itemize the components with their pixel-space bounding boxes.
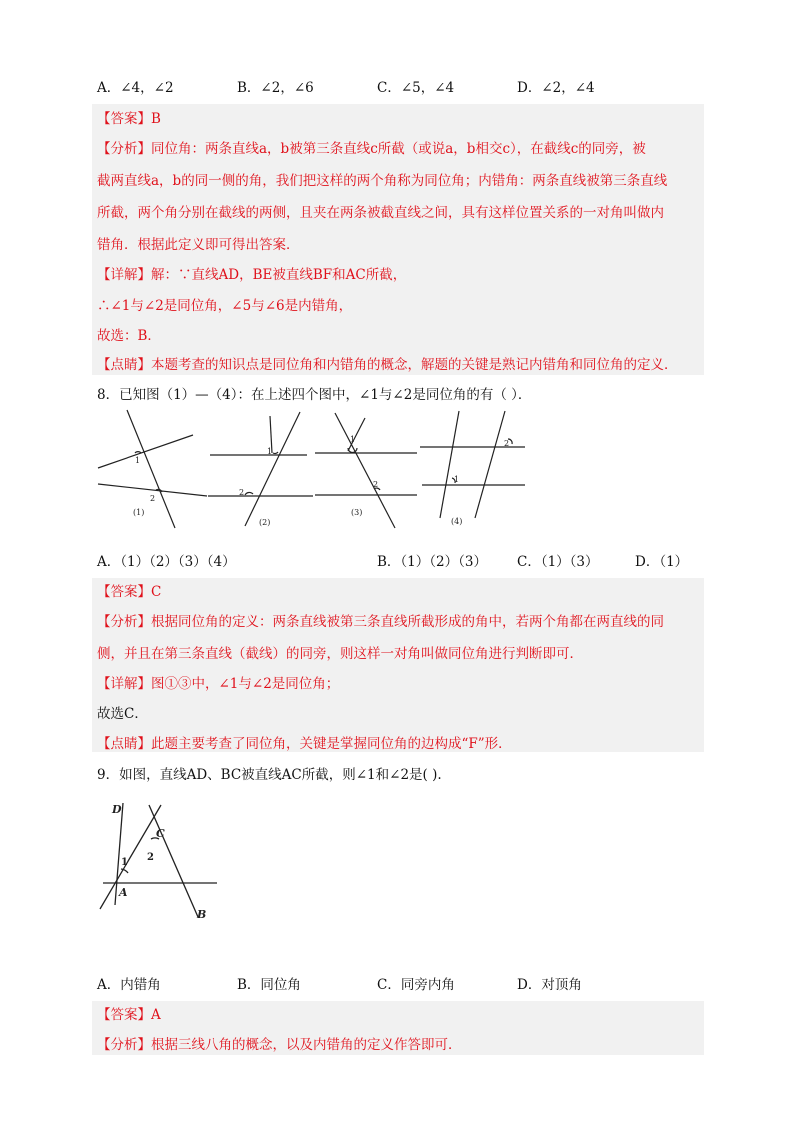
q8-figures bbox=[95, 408, 695, 533]
q9-option-d: D．对顶角 bbox=[517, 977, 582, 993]
point-c-label: C bbox=[156, 827, 165, 840]
q7-option-c: C．∠5，∠4 bbox=[377, 80, 455, 96]
q8-solution-box bbox=[92, 578, 704, 752]
fig1-angle-2: 2 bbox=[150, 494, 156, 503]
q7-analysis-line-4: 错角．根据此定义即可得出答案． bbox=[97, 237, 300, 253]
fig3-angle-2: 2 bbox=[373, 480, 379, 489]
q8-detail-line-1: 【详解】图①③中，∠1与∠2是同位角； bbox=[97, 676, 340, 692]
q8-option-b: B．（1）（2）（3） bbox=[377, 554, 487, 570]
q7-detail-line-3: 故选：B． bbox=[97, 328, 161, 344]
q8-stem: 8．已知图（1）—（4）：在上述四个图中，∠1与∠2是同位角的有（ ）． bbox=[97, 387, 532, 403]
q8-option-c: C．（1）（3） bbox=[517, 554, 599, 570]
q7-detail-line-1: 【详解】解：∵直线AD，BE被直线BF和AC所截， bbox=[97, 267, 407, 283]
fig3-caption: (3) bbox=[351, 508, 363, 517]
q8-detail-line-2: 故选C． bbox=[97, 706, 148, 722]
q9-analysis: 【分析】根据三线八角的概念，以及内错角的定义作答即可． bbox=[97, 1037, 462, 1053]
point-d-label: D bbox=[112, 803, 122, 816]
point-b-label: B bbox=[197, 908, 207, 921]
angle-2-label: 2 bbox=[147, 852, 154, 863]
q9-option-c: C．同旁内角 bbox=[377, 977, 455, 993]
q8-analysis-line-1: 【分析】根据同位角的定义：两条直线被第三条直线所截形成的角中，若两个角都在两直线的同 bbox=[97, 614, 664, 630]
q9-figure bbox=[95, 797, 225, 927]
fig2-caption: (2) bbox=[259, 518, 271, 527]
fig4-angle-2: 2 bbox=[504, 439, 510, 448]
q7-option-b: B．∠2，∠6 bbox=[237, 80, 314, 96]
q9-option-b: B．同位角 bbox=[237, 977, 301, 993]
q8-analysis-line-2: 侧，并且在第三条直线（截线）的同旁，则这样一对角叫做同位角进行判断即可． bbox=[97, 646, 583, 662]
angle-1-label: 1 bbox=[121, 857, 128, 868]
fig2-angle-2: 2 bbox=[239, 488, 245, 497]
fig1-caption: (1) bbox=[133, 508, 145, 517]
fig2-angle-1: 1 bbox=[267, 447, 273, 456]
q9-answer: 【答案】A bbox=[97, 1007, 161, 1023]
q7-answer: 【答案】B bbox=[97, 111, 161, 127]
q7-analysis-line-1: 【分析】同位角：两条直线a，b被第三条直线c所截（或说a，b相交c），在截线c的同旁，被 bbox=[97, 141, 646, 157]
q9-option-a: A．内错角 bbox=[97, 977, 161, 993]
q7-option-d: D．∠2，∠4 bbox=[517, 80, 595, 96]
q8-comment: 【点睛】此题主要考查了同位角，关键是掌握同位角的边构成“F”形． bbox=[97, 736, 512, 752]
fig4-caption: (4) bbox=[451, 517, 463, 526]
fig1-angle-1: 1 bbox=[135, 456, 141, 465]
q9-stem: 9．如图，直线AD、BC被直线AC所截，则∠1和∠2是( ). bbox=[97, 767, 442, 783]
q7-analysis-line-3: 所截，两个角分别在截线的两侧，且夹在两条被截直线之间，具有这样位置关系的一对角叫做内 bbox=[97, 205, 664, 221]
q7-detail-line-2: ∴∠1与∠2是同位角，∠5与∠6是内错角， bbox=[97, 298, 353, 314]
q8-answer: 【答案】C bbox=[97, 584, 162, 600]
q7-comment: 【点睛】本题考查的知识点是同位角和内错角的概念，解题的关键是熟记内错角和同位角的定义． bbox=[97, 357, 678, 373]
q8-option-d: D．（1） bbox=[635, 554, 689, 570]
point-a-label: A bbox=[119, 886, 128, 899]
fig3-angle-1: 1 bbox=[350, 435, 356, 444]
q8-option-a: A．（1）（2）（3）（4） bbox=[97, 554, 236, 570]
q7-analysis-line-2: 截两直线a，b的同一侧的角，我们把这样的两个角称为同位角；内错角：两条直线被第三条直线 bbox=[97, 173, 668, 189]
q7-option-a: A．∠4，∠2 bbox=[97, 80, 174, 96]
fig4-angle-1: 1 bbox=[454, 475, 460, 484]
